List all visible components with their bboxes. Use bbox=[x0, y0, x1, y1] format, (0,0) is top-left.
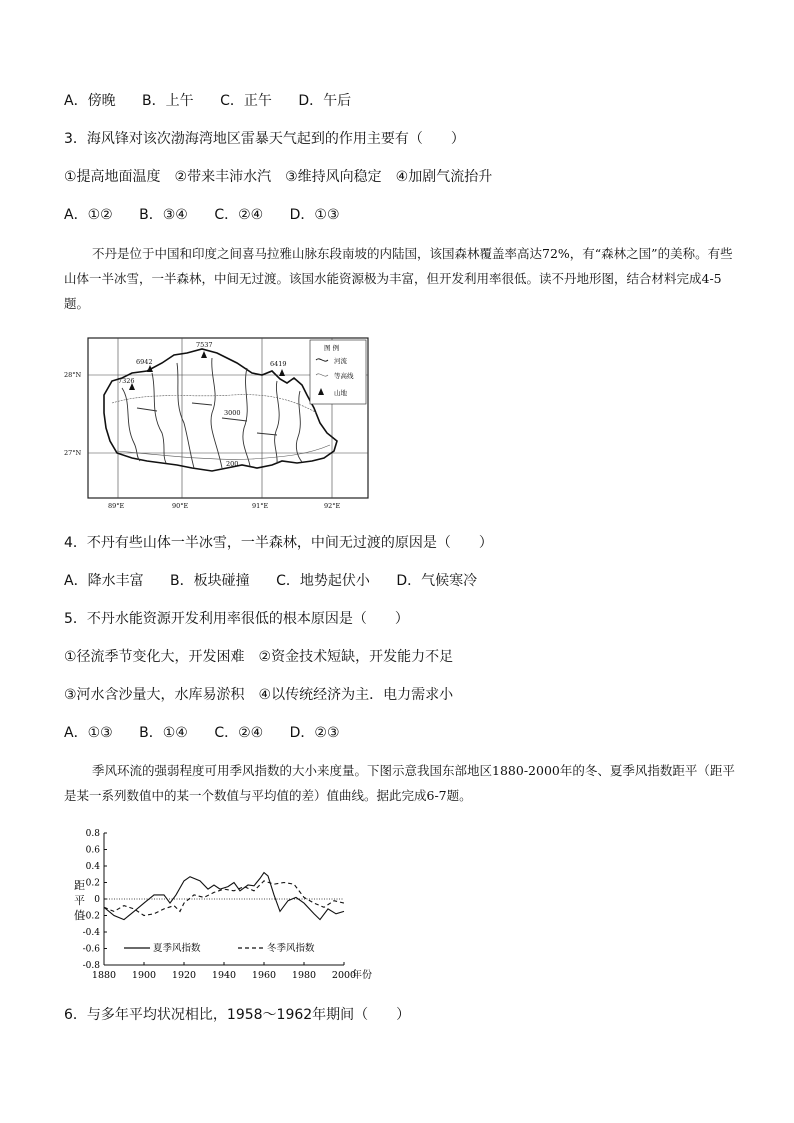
lon-label-89e: 89°E bbox=[108, 502, 125, 510]
x-tick-label: 1880 bbox=[91, 970, 117, 981]
y-tick-label: -0.8 bbox=[82, 961, 100, 971]
q2-options bbox=[64, 90, 373, 110]
q3-option-d[interactable]: D．①③ bbox=[289, 207, 340, 223]
q3-option-c[interactable]: C．②④ bbox=[214, 207, 264, 223]
lat-label-28n: 28°N bbox=[64, 371, 82, 379]
peak-label-6942: 6942 bbox=[136, 358, 153, 366]
legend-winter: 冬季风指数 bbox=[267, 943, 315, 954]
monsoon-index-chart bbox=[60, 822, 400, 984]
lon-label-91e: 91°E bbox=[252, 502, 269, 510]
legend-contour: 等高线 bbox=[334, 372, 354, 380]
legend-mountain: 山地 bbox=[334, 389, 347, 397]
contour-label-3000: 3000 bbox=[224, 409, 241, 417]
q5-option-d[interactable]: D．②③ bbox=[289, 725, 340, 741]
q3-option-b[interactable]: B．③④ bbox=[139, 207, 188, 223]
x-axis-unit: 年份 bbox=[352, 970, 372, 981]
bhutan-map bbox=[62, 333, 380, 513]
q3-stem: 3．海风锋对该次渤海湾地区雷暴天气起到的作用主要有（ ） bbox=[64, 131, 465, 147]
lon-label-90e: 90°E bbox=[172, 502, 189, 510]
map-legend bbox=[310, 340, 366, 404]
x-tick-label: 2000 bbox=[331, 970, 357, 981]
q5-options bbox=[64, 722, 362, 742]
q5-statement-1: ①径流季节变化大，开发困难 ②资金技术短缺，开发能力不足 bbox=[64, 649, 454, 665]
q4-stem: 4．不丹有些山体一半冰雪，一半森林，中间无过渡的原因是（ ） bbox=[64, 535, 493, 551]
y-axis-label-3: 值 bbox=[74, 909, 85, 922]
y-tick-label: 0.4 bbox=[85, 862, 100, 872]
q5-option-c[interactable]: C．②④ bbox=[214, 725, 264, 741]
contour-label-200: 200 bbox=[226, 460, 239, 468]
passage-monsoon: 季风环流的强弱程度可用季风指数的大小来度量。下图示意我国东部地区1880-2000年的冬、夏季风指数距平（距平是某一系列数值中的某一个数值与平均值的差）值曲线。据此完成6-7题。 bbox=[64, 763, 735, 803]
x-tick-label: 1900 bbox=[131, 970, 157, 981]
q2-option-a[interactable]: A．傍晚 bbox=[64, 93, 116, 109]
lat-label-27n: 27°N bbox=[64, 449, 82, 457]
y-axis-label-1: 距 bbox=[74, 879, 85, 892]
y-tick-label: -0.2 bbox=[82, 911, 100, 922]
x-tick-label: 1980 bbox=[291, 970, 317, 981]
passage-bhutan: 不丹是位于中国和印度之间喜马拉雅山脉东段南坡的内陆国，该国森林覆盖率高达72%，有“森林之国”的美称。有些山体一半冰雪，一半森林，中间无过渡。该国水能资源极为丰富，但开发利用率很低。读不丹地形图，结合材料完成4-5题。 bbox=[64, 246, 733, 311]
y-tick-label: 0 bbox=[94, 895, 100, 905]
y-tick-label: 0.6 bbox=[85, 845, 100, 856]
summer-monsoon-line bbox=[104, 873, 344, 920]
q3-option-a[interactable]: A．①② bbox=[64, 207, 113, 223]
y-tick-label: 0.8 bbox=[85, 829, 100, 839]
x-tick-label: 1940 bbox=[211, 970, 237, 981]
peak-label-7537: 7537 bbox=[196, 341, 213, 349]
peak-label-6419: 6419 bbox=[270, 360, 287, 368]
legend-title: 图 例 bbox=[324, 344, 340, 352]
winter-monsoon-line bbox=[104, 881, 344, 916]
q2-option-b[interactable]: B．上午 bbox=[142, 93, 194, 109]
q2-option-c[interactable]: C．正午 bbox=[220, 93, 272, 109]
q5-option-b[interactable]: B．①④ bbox=[139, 725, 188, 741]
peak-label-7326: 7326 bbox=[118, 377, 135, 385]
q4-options bbox=[64, 570, 499, 590]
q3-options bbox=[64, 204, 362, 224]
y-axis-label-2: 平 bbox=[74, 894, 85, 907]
q5-option-a[interactable]: A．①③ bbox=[64, 725, 113, 741]
q4-option-b[interactable]: B．板块碰撞 bbox=[170, 573, 250, 589]
q5-statement-2: ③河水含沙量大，水库易淤积 ④以传统经济为主．电力需求小 bbox=[64, 687, 454, 703]
q4-option-d[interactable]: D．气候寒冷 bbox=[396, 573, 478, 589]
lon-label-92e: 92°E bbox=[324, 502, 341, 510]
x-tick-label: 1920 bbox=[171, 970, 197, 981]
q4-option-c[interactable]: C．地势起伏小 bbox=[276, 573, 370, 589]
y-tick-label: -0.6 bbox=[82, 944, 100, 955]
q3-statements: ①提高地面温度 ②带来丰沛水汽 ③维持风向稳定 ④加剧气流抬升 bbox=[64, 169, 493, 185]
q2-option-d[interactable]: D．午后 bbox=[298, 93, 352, 109]
x-tick-label: 1960 bbox=[251, 970, 277, 981]
q6-stem: 6．与多年平均状况相比，1958～1962年期间（ ） bbox=[64, 1007, 411, 1023]
y-tick-label: -0.4 bbox=[82, 928, 100, 938]
q5-stem: 5．不丹水能资源开发利用率很低的根本原因是（ ） bbox=[64, 611, 409, 627]
q4-option-a[interactable]: A．降水丰富 bbox=[64, 573, 144, 589]
legend-river: 河流 bbox=[334, 357, 347, 365]
legend-summer: 夏季风指数 bbox=[153, 943, 201, 954]
y-tick-label: 0.2 bbox=[85, 878, 100, 889]
